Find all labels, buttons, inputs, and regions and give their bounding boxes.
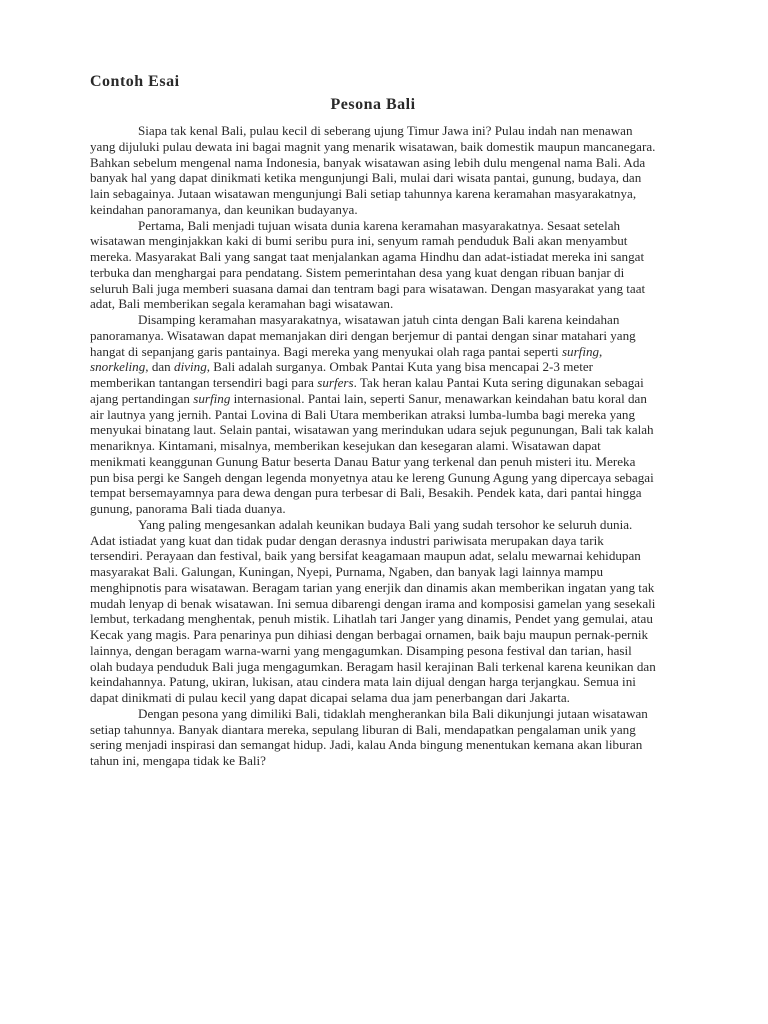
text-run: Pertama, Bali menjadi tujuan wisata dunia karena keramahan masyarakatnya. Sesaat setelah wisatawan menginjakkan kaki di bumi seribu pura ini, senyum ramah penduduk Bali akan menyambut mereka. Masyarakat Bali yang sangat taat menjalankan agama Hindhu dan adat-istiadat mereka ini sangat terbuka dan menghargai para pendatang. Sistem pemerintahan desa yang kuat dengan ribuan banjar di seluruh Bali juga memberi suasana damai dan tentram bagi para wisatawan. Dengan masyarakat yang taat adat, Bali memberikan segala keramahan bagi wisatawan. <box>90 217 646 312</box>
text-run: , <box>599 343 603 359</box>
italic-term: surfers <box>317 375 354 390</box>
paragraph <box>90 123 656 218</box>
text-run: Yang paling mengesankan adalah keunikan budaya Bali yang sudah tersohor ke seluruh dunia. Adat istiadat yang kuat dan tidak pudar dengan derasnya industri pariwisata merupakan daya tarik tersendiri. Perayaan dan festival, baik yang bersifat keagamaan maupun adat, selalu mewarnai kehidupan masyarakat Bali. Galungan, Kuningan, Nyepi, Purnama, Ngaben, dan banyak lagi lainnya mampu menghipnotis para wisatawan. Beragam tarian yang enerjik dan dinamis akan memberikan ingatan yang tak mudah lenyap di benak wisatawan. Ini semua dibarengi dengan irama and komposisi gamelan yang sesekali lembut, terkadang menghentak, penuh mistik. Lihatlah tari Janger yang dinamis, Pendet yang gemulai, atau Kecak yang magis. Para penarinya pun dihiasi dengan berbagai ornamen, baik baju maupun pernak-pernik lainnya, dengan beragam warna-warni yang mengagumkan. Disamping pesona festival dan tarian, hasil olah budaya penduduk Bali juga mengagumkan. Beragam hasil kerajinan Bali terkenal karena keunikan dan keindahannya. Patung, ukiran, lukisan, atau cindera mata lain dijual dengan harga terjangkau. Semua ini dapat dinikmati di pulau kecil yang dapat dicapai selama dua jam penerbangan dari Jakarta. <box>90 516 656 705</box>
text-run: , Bali adalah surganya. Ombak Pantai Kuta yang bisa mencapai 2-3 meter memberikan tantangan tersendiri bagi para <box>90 359 594 390</box>
italic-term: diving <box>174 359 207 375</box>
text-run: Dengan pesona yang dimiliki Bali, tidaklah mengherankan bila Bali dikunjungi jutaan wisatawan setiap tahunnya. Banyak diantara mereka, sepulang liburan di Bali, mendapatkan pengalaman unik yang sering menjadi inspirasi dan semangat hidup. Jadi, kalau Anda bingung menentukan kemana akan liburan tahun ini, mengapa tidak ke Bali? <box>90 705 648 768</box>
paragraph <box>90 218 656 313</box>
document-label: Contoh Esai <box>90 73 180 90</box>
paragraph <box>90 706 656 769</box>
italic-term: snorkeling <box>90 359 146 375</box>
document-title: Pesona Bali <box>330 96 416 113</box>
text-run: . Tak heran kalau Pantai Kuta sering digunakan sebagai ajang pertandingan <box>90 375 644 406</box>
paragraph <box>90 517 656 706</box>
essay-body <box>90 123 656 769</box>
text-run: , dan <box>145 359 175 375</box>
text-run: Disamping keramahan masyarakatnya, wisatawan jatuh cinta dengan Bali karena keindahan panoramanya. Wisatawan dapat memanjakan diri dengan berjemur di pantai dengan sinar matahari yang hangat di sepanjang garis pantainya. Bagi mereka yang menyukai olah raga pantai seperti <box>90 312 636 359</box>
italic-term: surfing <box>561 343 600 359</box>
paragraph <box>90 312 656 517</box>
italic-term: surfing <box>193 390 231 406</box>
text-run: Siapa tak kenal Bali, pulau kecil di seberang ujung Timur Jawa ini? Pulau indah nan menawan yang dijuluki pulau dewata ini bagai magnit yang menarik wisatawan, baik domestik maupun mancanegara. Bahkan sebelum mengenal nama Indonesia, banyak wisatawan asing lebih dulu mengenal nama Bali. Ada banyak hal yang dapat dinikmati ketika mengunjungi Bali, mulai dari wisata pantai, gunung, budaya, dan lain sebagainya. Jutaan wisatawan mengunjungi Bali setiap tahunnya karena keramahan masyarakatnya, keindahan panoramanya, dan keunikan budayanya. <box>90 123 656 217</box>
text-run: internasional. Pantai lain, seperti Sanur, menawarkan keindahan batu koral dan air lautnya yang jernih. Pantai Lovina di Bali Utara memberikan atraksi lumba-lumba bagi mereka yang menyukai binatang laut. Selain pantai, wisatawan yang merindukan udara sejuk pegunungan, Bali tak kalah menariknya. Kintamani, misalnya, memberikan kesejukan dan kesegaran alami. Wisatawan dapat menikmati keanggunan Gunung Batur beserta Danau Batur yang terkenal dan penuh misteri itu. Mereka pun bisa pergi ke Sangeh dengan legenda monyetnya atau ke lereng Gunung Agung yang dipercaya sebagai tempat bersemayamnya para dewa dengan pura terbesar di Bali, Besakih. Pendek kata, dari pantai hingga gunung, panorama Bali tiada duanya. <box>90 390 654 516</box>
